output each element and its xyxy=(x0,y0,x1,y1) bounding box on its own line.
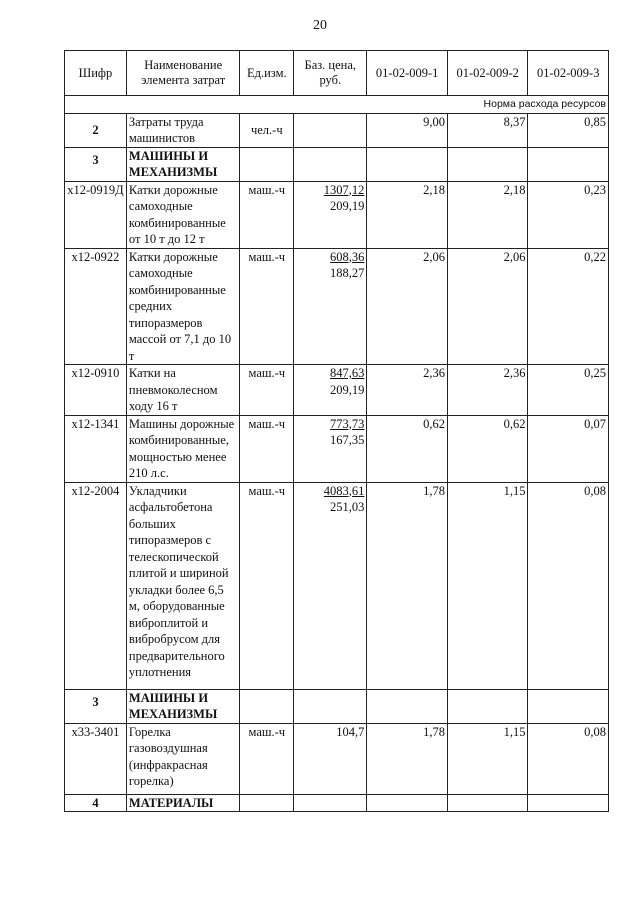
resource-unit: маш.-ч xyxy=(240,415,294,482)
header-price: Баз. цена, руб. xyxy=(294,51,367,96)
resource-norms-table xyxy=(64,50,609,812)
labor-norm-1: 9,00 xyxy=(367,113,448,147)
norm-2: 2,36 xyxy=(447,365,528,416)
resource-name: Катки на пневмоколесном ходу 16 т xyxy=(126,365,240,416)
resource-name: Катки дорожные самоходные комбинированные средних типоразмеров массой от 7,1 до 10 т xyxy=(126,248,240,365)
price-total: 4083,61 xyxy=(323,483,365,498)
norm-3: 0,25 xyxy=(528,365,609,416)
resource-price xyxy=(294,181,367,248)
resource-price xyxy=(294,365,367,416)
table-row xyxy=(65,482,609,689)
norm-3: 0,22 xyxy=(528,248,609,365)
header-norm-1: 01-02-009-1 xyxy=(367,51,448,96)
resource-code: х33-3401 xyxy=(65,723,127,794)
price-total: 1307,12 xyxy=(323,182,365,197)
norm-2: 1,15 xyxy=(447,723,528,794)
resource-price xyxy=(294,248,367,365)
norm-2: 2,06 xyxy=(447,248,528,365)
table-row xyxy=(65,365,609,416)
table-row xyxy=(65,723,609,794)
resource-unit: маш.-ч xyxy=(240,365,294,416)
labor-num: 2 xyxy=(65,113,127,147)
header-unit: Ед.изм. xyxy=(240,51,294,96)
resource-unit: маш.-ч xyxy=(240,181,294,248)
labor-unit: чел.-ч xyxy=(240,113,294,147)
materials-row xyxy=(65,794,609,812)
labor-price xyxy=(294,113,367,147)
resource-unit: маш.-ч xyxy=(240,723,294,794)
resource-name: Укладчики асфальтобетона больших типоразмеров с телескопической плитой и шириной укладки более 6,5 м, оборудованные виброплитой и вибробрусом для предварительного уплотнения xyxy=(126,482,240,689)
resource-price: 104,7 xyxy=(294,723,367,794)
resource-code: х12-0922 xyxy=(65,248,127,365)
norm-caption: Норма расхода ресурсов xyxy=(65,96,609,114)
page-number: 20 xyxy=(313,18,327,33)
resource-code: х12-1341 xyxy=(65,415,127,482)
materials-title: МАТЕРИАЛЫ xyxy=(126,794,240,812)
resource-name: Горелка газовоздушная (инфракрасная горелка) xyxy=(126,723,240,794)
norm-2: 2,18 xyxy=(447,181,528,248)
price-wage: 209,19 xyxy=(330,382,365,397)
norm-1: 2,36 xyxy=(367,365,448,416)
resource-price xyxy=(294,482,367,689)
price-wage: 251,03 xyxy=(330,500,365,514)
resource-code: х12-0919Д xyxy=(65,181,127,248)
labor-row xyxy=(65,113,609,147)
resource-name: Катки дорожные самоходные комбинированные от 10 т до 12 т xyxy=(126,181,240,248)
resource-price xyxy=(294,415,367,482)
norm-3: 0,08 xyxy=(528,482,609,689)
header-name: Наименование элемента затрат xyxy=(126,51,240,96)
resource-code: х12-2004 xyxy=(65,482,127,689)
price-total: 847,63 xyxy=(330,366,365,380)
header-code: Шифр xyxy=(65,51,127,96)
norm-1: 0,62 xyxy=(367,415,448,482)
resource-name: Машины дорожные комбинированные, мощностью менее 210 л.с. xyxy=(126,415,240,482)
price-total: 608,36 xyxy=(330,249,365,264)
header-norm-2: 01-02-009-2 xyxy=(447,51,528,96)
materials-num: 4 xyxy=(65,794,127,812)
labor-name: Затраты труда машинистов xyxy=(126,113,240,147)
norm-1: 1,78 xyxy=(367,482,448,689)
labor-norm-2: 8,37 xyxy=(447,113,528,147)
price-wage: 167,35 xyxy=(330,433,365,447)
norm-2: 0,62 xyxy=(447,415,528,482)
norm-3: 0,23 xyxy=(528,181,609,248)
table-row xyxy=(65,181,609,248)
norm-3: 0,08 xyxy=(528,723,609,794)
price-wage: 188,27 xyxy=(330,266,365,280)
section-num: 3 xyxy=(65,689,127,723)
header-norm-3: 01-02-009-3 xyxy=(528,51,609,96)
resource-unit: маш.-ч xyxy=(240,482,294,689)
norm-3: 0,07 xyxy=(528,415,609,482)
section-header-row xyxy=(65,147,609,181)
table-row xyxy=(65,248,609,365)
norm-2: 1,15 xyxy=(447,482,528,689)
header-row xyxy=(65,51,609,96)
resource-code: х12-0910 xyxy=(65,365,127,416)
section-title: МАШИНЫ И МЕХАНИЗМЫ xyxy=(126,147,240,181)
price-wage: 209,19 xyxy=(330,199,365,213)
section-header-row xyxy=(65,689,609,723)
norm-1: 2,18 xyxy=(367,181,448,248)
labor-norm-3: 0,85 xyxy=(528,113,609,147)
norm-1: 1,78 xyxy=(367,723,448,794)
price-total: 773,73 xyxy=(330,416,365,431)
resource-unit: маш.-ч xyxy=(240,248,294,365)
table-row xyxy=(65,415,609,482)
norm-caption-row xyxy=(65,96,609,114)
section-num: 3 xyxy=(65,147,127,181)
norm-1: 2,06 xyxy=(367,248,448,365)
section-title: МАШИНЫ И МЕХАНИЗМЫ xyxy=(126,689,240,723)
